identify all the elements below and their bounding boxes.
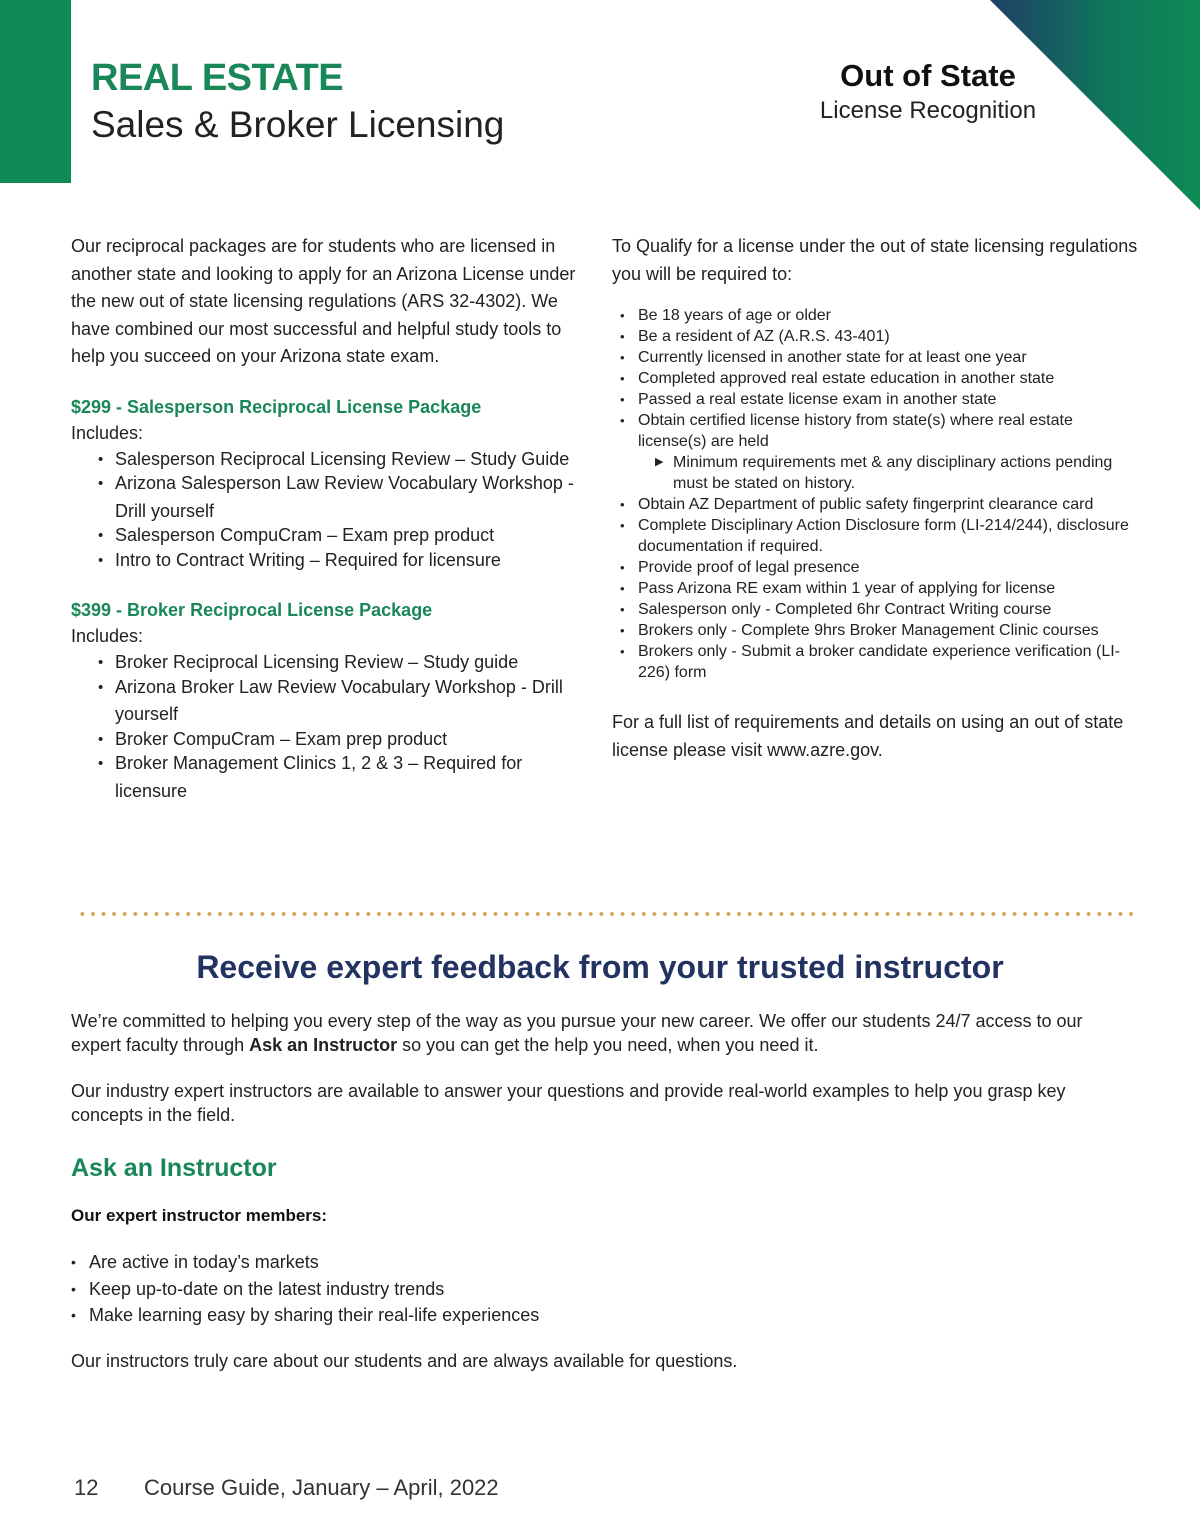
- list-item: • Arizona Salesperson Law Review Vocabulary Workshop - Drill yourself: [95, 470, 581, 525]
- list-item: • Make learning easy by sharing their real-life experiences: [71, 1302, 539, 1329]
- requirements-list: [618, 305, 1142, 683]
- list-item: • Broker Reciprocal Licensing Review – Study guide: [95, 649, 581, 677]
- list-item: • Complete Disciplinary Action Disclosure form (LI-214/244), disclosure documentation if required.: [618, 515, 1142, 557]
- more-info-text: For a full list of requirements and details on using an out of state license please visit www.azre.gov.: [612, 712, 1124, 760]
- package-items: [95, 649, 581, 805]
- sub-list-item: ▶ Minimum requirements met & any disciplinary actions pending must be stated on history.: [654, 452, 1142, 494]
- list-item: • Salesperson CompuCram – Exam prep product: [95, 522, 581, 550]
- list-item: • Brokers only - Submit a broker candidate experience verification (LI-226) form: [618, 641, 1142, 683]
- list-item: • Arizona Broker Law Review Vocabulary Workshop - Drill yourself: [95, 674, 581, 729]
- list-item: • Intro to Contract Writing – Required for licensure: [95, 547, 581, 575]
- sub-requirements-list: [654, 452, 1142, 494]
- list-item: • Pass Arizona RE exam within 1 year of applying for license: [618, 578, 1142, 599]
- list-item: • Be a resident of AZ (A.R.S. 43-401): [618, 326, 1142, 347]
- page-subtitle: Sales & Broker Licensing: [91, 104, 505, 145]
- page-footer: [74, 1474, 499, 1502]
- section-title: Out of State: [840, 58, 1016, 93]
- list-item: • Completed approved real estate education in another state: [618, 368, 1142, 389]
- package-title: $299 - Salesperson Reciprocal License Package: [71, 396, 482, 417]
- list-item: • Salesperson only - Completed 6hr Contract Writing course: [618, 599, 1142, 620]
- includes-label: Includes:: [71, 626, 144, 646]
- section-subtitle: License Recognition: [819, 97, 1037, 124]
- broker-package: [71, 596, 581, 805]
- section-header: [780, 58, 1076, 126]
- closing-paragraph: Our instructors truly care about our students and are always available for questions.: [71, 1351, 738, 1371]
- green-accent-bar: [0, 0, 71, 183]
- instructors-paragraph: Our industry expert instructors are available to answer your questions and provide real-world examples to help you grasp key concepts in the field.: [71, 1081, 1066, 1125]
- package-title: $399 - Broker Reciprocal License Package: [71, 600, 433, 620]
- list-item: • Brokers only - Complete 9hrs Broker Management Clinic courses: [618, 620, 1142, 641]
- list-item: • Broker CompuCram – Exam prep product: [95, 726, 581, 754]
- feedback-heading: Receive expert feedback from your trusted instructor: [196, 949, 1004, 985]
- members-label: Our expert instructor members:: [71, 1206, 328, 1225]
- list-item-text: Obtain certified license history from state(s) where real estate license(s) are held: [638, 412, 1073, 450]
- includes-label: Includes:: [71, 422, 144, 443]
- list-item: • Passed a real estate license exam in another state: [618, 389, 1142, 410]
- page-number: 12: [74, 1475, 99, 1500]
- list-item: • Be 18 years of age or older: [618, 305, 1142, 326]
- list-item: • Provide proof of legal presence: [618, 557, 1142, 578]
- list-item: • Currently licensed in another state for at least one year: [618, 347, 1142, 368]
- ask-instructor-heading: Ask an Instructor: [71, 1154, 277, 1182]
- requirements-column: [612, 233, 1142, 764]
- salesperson-package: [71, 393, 581, 575]
- list-item: • Keep up-to-date on the latest industry trends: [71, 1276, 539, 1303]
- list-item: • Salesperson Reciprocal Licensing Review – Study Guide: [95, 446, 581, 474]
- requirements-intro: To Qualify for a license under the out of state licensing regulations you will be required to:: [612, 236, 1138, 284]
- commitment-text-end: so you can get the help you need, when you need it.: [397, 1034, 819, 1055]
- list-item: • Are active in today’s markets: [71, 1249, 539, 1276]
- packages-column: [71, 233, 581, 805]
- ask-instructor-emphasis: Ask an Instructor: [249, 1034, 398, 1055]
- page-title: REAL ESTATE: [91, 57, 344, 99]
- list-item: • Broker Management Clinics 1, 2 & 3 – Required for licensure: [95, 750, 581, 805]
- dotted-divider: [77, 911, 1137, 917]
- list-item: [618, 410, 1142, 494]
- footer-guide-title: Course Guide, January – April, 2022: [144, 1475, 499, 1500]
- page-header: [91, 58, 504, 148]
- instructor-members-list: [71, 1249, 539, 1329]
- packages-intro: Our reciprocal packages are for students who are licensed in another state and looking to apply for an Arizona License under the new out of state licensing regulations (ARS 32-4302). We have combined our most successful and helpful study tools to help you succeed on your Arizona state exam.: [71, 236, 576, 366]
- list-item: • Obtain AZ Department of public safety fingerprint clearance card: [618, 494, 1142, 515]
- package-items: [95, 446, 581, 575]
- commitment-paragraph: [71, 1010, 1136, 1057]
- commitment-text-start: We’re committed to helping you every step of the way as you pursue your new career. We offer our students 24/7 access to our expert faculty through: [71, 1011, 1083, 1055]
